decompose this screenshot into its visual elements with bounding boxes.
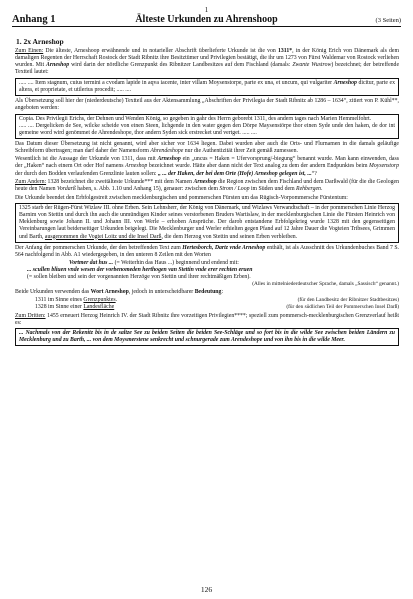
text: 1311 im Sinne eines xyxy=(35,297,84,304)
quote-note: (Alles in mittelniederdeutscher Sprache, damals „Sassisch“ genannt.) xyxy=(252,281,399,288)
quote-translation: (= sollen bleiben und sein der vorgenannten Herzöge von Stettin und ihrer rechtmäßigen Erben). xyxy=(27,274,251,281)
paragraph-zum-einen xyxy=(15,48,399,76)
place-name: Vordarß xyxy=(57,186,76,193)
text: enthält, ist als Ausschnitt des Urkundenbuches Band 7 S. 564 nachfolgend in Abb. A1 wiedergegeben, in den unteren 8 Zeilen mit den Worten xyxy=(15,244,400,258)
header-title: Älteste Urkunden zu Ahrenshoop xyxy=(135,14,278,25)
place-name: Arneshop xyxy=(45,62,70,69)
paragraph-beide xyxy=(15,289,399,296)
list-note: (für den Landbesitz der Ribnitzer Stadtbesitzes) xyxy=(297,297,399,304)
text: , jedoch in unterscheidbarer xyxy=(128,288,195,295)
document-body xyxy=(15,48,399,348)
text: ... Nachmals von der Rekenitz bis in de saltze See zu beiden Seiten die beiden See-Schläge und so fort bis in die wilde See zwischen beiden Ländern zu Mecklenburg und zu Barth, ... von dem Moysmerstene senkrecht und schnurgerade zum xyxy=(19,330,395,344)
text: und von ihn bis in die wilde Meer. xyxy=(262,337,345,344)
underlined-text: Landesfläche xyxy=(83,304,115,311)
copia-text: ..... .... Dergelicken de See, wilcke scheide von einen Steen, lichgende in den water gegen den Dörpe Maysenstörpe thor einen Syde unde den haken, de dor int gemeine word wird genömmet de Ahrendeshope, thor andern Syden sick erstrecket und vertget. ..... .... xyxy=(19,122,395,136)
final-quote-box xyxy=(15,328,399,346)
copia-heading: Copia. Des Privilegii Erichs, der Dehnen und Wenden König, so gegeben in gahr des Herrn geborebt 1311, des andern tages nach Marien Hemmelfohrt. xyxy=(19,115,372,122)
underlined-text: Grenzpunktes xyxy=(83,297,116,304)
text: Die älteste, Arneshoop erwähnende und in notarieller Abschrift überlieferte Urkunde ist die von xyxy=(43,48,278,54)
text: 1325 starb der Rügen-Fürst Wizlaw III. ohne Erben. Sein Lehnsherr, der König von Dänemark, und Wizlaws Verwandtschaft – in der pommerschen Linie Herzog Barnim von Stettin und durch ihn auch die unmündigen Kinder seines verstorbenen Bruders Wartislaw, in der mecklenburgischen Linie die Fürsten Heinrich von Meklenburg sowie Johann II. und Johann III. von Werle – erhoben Ansprüche. Der darob entstandene Erbfolgekrieg wurde 1328 mit den gegenseitigen Vereinbarungen laut beiderseitiger Urkunden beigelegt. Die Mecklenburger und Werler erhielten gegen Pfand auf 12 Jahre Dauer die Vogteien Tribsees, Grimmen und Barth, xyxy=(19,205,395,240)
text: ein „uncus = Haken = Ufervorsprung/-biegung“ benannt wurde. Man kann einwenden, dass der „Haken“ nach einem Ort oder Hof namens xyxy=(15,156,399,170)
list-note: (für den südlichen Teil der Pommerschen Insel Darß) xyxy=(286,304,399,311)
text: nur die Authentizität ihrer Zeit gemäß zumessen. xyxy=(183,147,298,154)
underlined-text: ausgenommen die Vogtei Loitz und die Insel Darß xyxy=(44,233,162,240)
paragraph-anfang xyxy=(15,245,399,259)
text: wird darin der nördliche Grenzpunkt des Ribnitzer Landbesitzes auf dem Fischland (damals: xyxy=(69,62,293,69)
year: 1311* xyxy=(277,48,293,54)
quote: „ ... der Haken, der bei dem Orte (Hofe) Arneshop gelegen ist, ... xyxy=(157,170,312,177)
paragraph-zum-dritten xyxy=(15,313,399,327)
section-title: 1. 2x Arneshop xyxy=(16,37,64,46)
place-name: Ahrendeshope xyxy=(150,147,184,154)
place-name: Arneshop xyxy=(193,179,217,186)
quote-text: Vortmer dat hus ... xyxy=(69,260,115,267)
text: im Süden und dem xyxy=(249,186,297,193)
place-name: Hertesborch, Dartz vnde Arneshop xyxy=(182,244,266,251)
word-label: Bedeutung xyxy=(194,288,222,295)
place-name: Arneshop xyxy=(333,79,357,86)
text: 1328 im Sinne einer xyxy=(35,304,84,311)
paragraph-datum xyxy=(15,141,399,155)
text: ..... .... Item stagnum, cuius termini a cvodam lapide in aqva iacente, inter villam Moysenstorpe, parte ex una, et uncum, qui vulgariter xyxy=(19,79,334,86)
header-appendix-label: Anhang 1 xyxy=(12,14,56,25)
header-page-count: (3 Seiten) xyxy=(375,17,401,24)
latin-quote-box xyxy=(15,78,399,96)
text: . xyxy=(320,186,323,193)
page-number: 126 xyxy=(200,585,213,594)
text: dicitur, parte ex altera, et proprietate, et utilerius procedit; ..... .... xyxy=(19,79,395,93)
paragraph-aussage xyxy=(15,156,399,177)
text: 1455 erneuert Herzog Heinrich IV. der Stadt Ribnitz ihre vorzeitigen Privilegien****; speziell zum pommersch-mecklenburgischen Grenzverlauf heißt es: xyxy=(15,312,399,326)
text: : xyxy=(221,288,224,295)
paragraph-erbfolgestreit: Die Urkunde beendet den Erbfolgestreit zwischen mecklenburgischen und pommerschen Fürsten um das Rügisch-Vorpommersche Fürstentum: xyxy=(15,194,348,201)
text: bezeichnet wurde. Hätte aber dann nicht der Text analog zu dem der andern Endpunktes beim xyxy=(147,163,370,170)
page-top-number: 1 xyxy=(204,6,209,14)
quote-text: ... xyxy=(27,267,33,274)
text: “? xyxy=(311,170,317,177)
history-box xyxy=(15,203,399,242)
place-name: Arneshop xyxy=(125,163,148,170)
text: Das Datum dieser Übersetzung ist nicht genannt, wird aber sicher vor 1634 liegen. Dabei wurden aber auch die Orts- und Flurnamen in die damals geläufige Schreibform übertragen; man darf daher der Namensform xyxy=(15,140,399,154)
place-name: Arendeshope xyxy=(231,337,263,344)
text: (= Weiterhin das Haus ...) beginnend und endend mit: xyxy=(114,260,239,267)
text: ) bezeichnet; der betreffende Textteil lautet: xyxy=(15,62,400,76)
quote-vortmer xyxy=(15,260,399,267)
place-name: Rehbergen xyxy=(296,186,321,193)
place-name: Strom / Loop xyxy=(219,186,250,193)
text: , in der König Erich von Dänemark als dem damaligen Regenten der Herrschaft Rostock der Stadt Ribnitz ihre Besitztümer und Privilegien bestätigt, die ihr um 1273 von Fürst Waldemar von Rostock verliehen wurden. Mit xyxy=(15,48,399,69)
quote-text: scullen bliuen vnde wesen der vorbenomeden herthogen van Stettin vnde erer rechten eruen xyxy=(32,267,253,274)
word-label: Wort Arneshop xyxy=(90,288,129,295)
page-header xyxy=(12,14,401,27)
text: Der Anfang der pommerschen Urkunde, der den betreffenden Text zum xyxy=(15,244,183,251)
place-name: Moysenstorp xyxy=(369,163,399,170)
list-item xyxy=(15,304,399,311)
text: die Region zwischen dem Fischland und dem Darßwald (für die die Geologen heute den Namen xyxy=(15,179,400,193)
paragraph-lead: Zum Andern: xyxy=(15,179,47,186)
text: , die dem Herzog von Stettin und seinen Erben verbleiben. xyxy=(161,233,298,240)
text: . xyxy=(115,297,118,304)
paragraph-translation-intro: Als Übersetzung soll hier der (niederdeutsche) Textteil aus der Aktensammlung „Abschriften der Privilegia der Stadt Ribnitz ab 1286 – 1634“, zitiert von P. Kühl**, angeboten werden: xyxy=(15,97,399,112)
paragraph-lead: Zum Dritten: xyxy=(15,312,46,319)
paragraph-lead: Zum Einen: xyxy=(15,48,44,54)
paragraph-zum-andern xyxy=(15,179,399,193)
place-name: Arneshop xyxy=(157,156,181,163)
text: Wesentlich ist die Aussage der Urkunde von 1311, dass mit xyxy=(15,156,158,163)
text: 1328 bezeichnet die zweitälteste Urkunde*** mit dem Namen xyxy=(46,179,194,186)
text: der durch den Bodden verlaufenden Grenzlinie lauten sollen: xyxy=(15,170,158,177)
copia-quote-box xyxy=(15,114,399,139)
text: Beide Urkunden verwenden das xyxy=(15,288,91,295)
text: haben, s. Abb. 1.10 und Anhang 15), genauer: zwischen dem xyxy=(75,186,220,193)
place-name: Zwante Wustrow xyxy=(292,62,332,69)
